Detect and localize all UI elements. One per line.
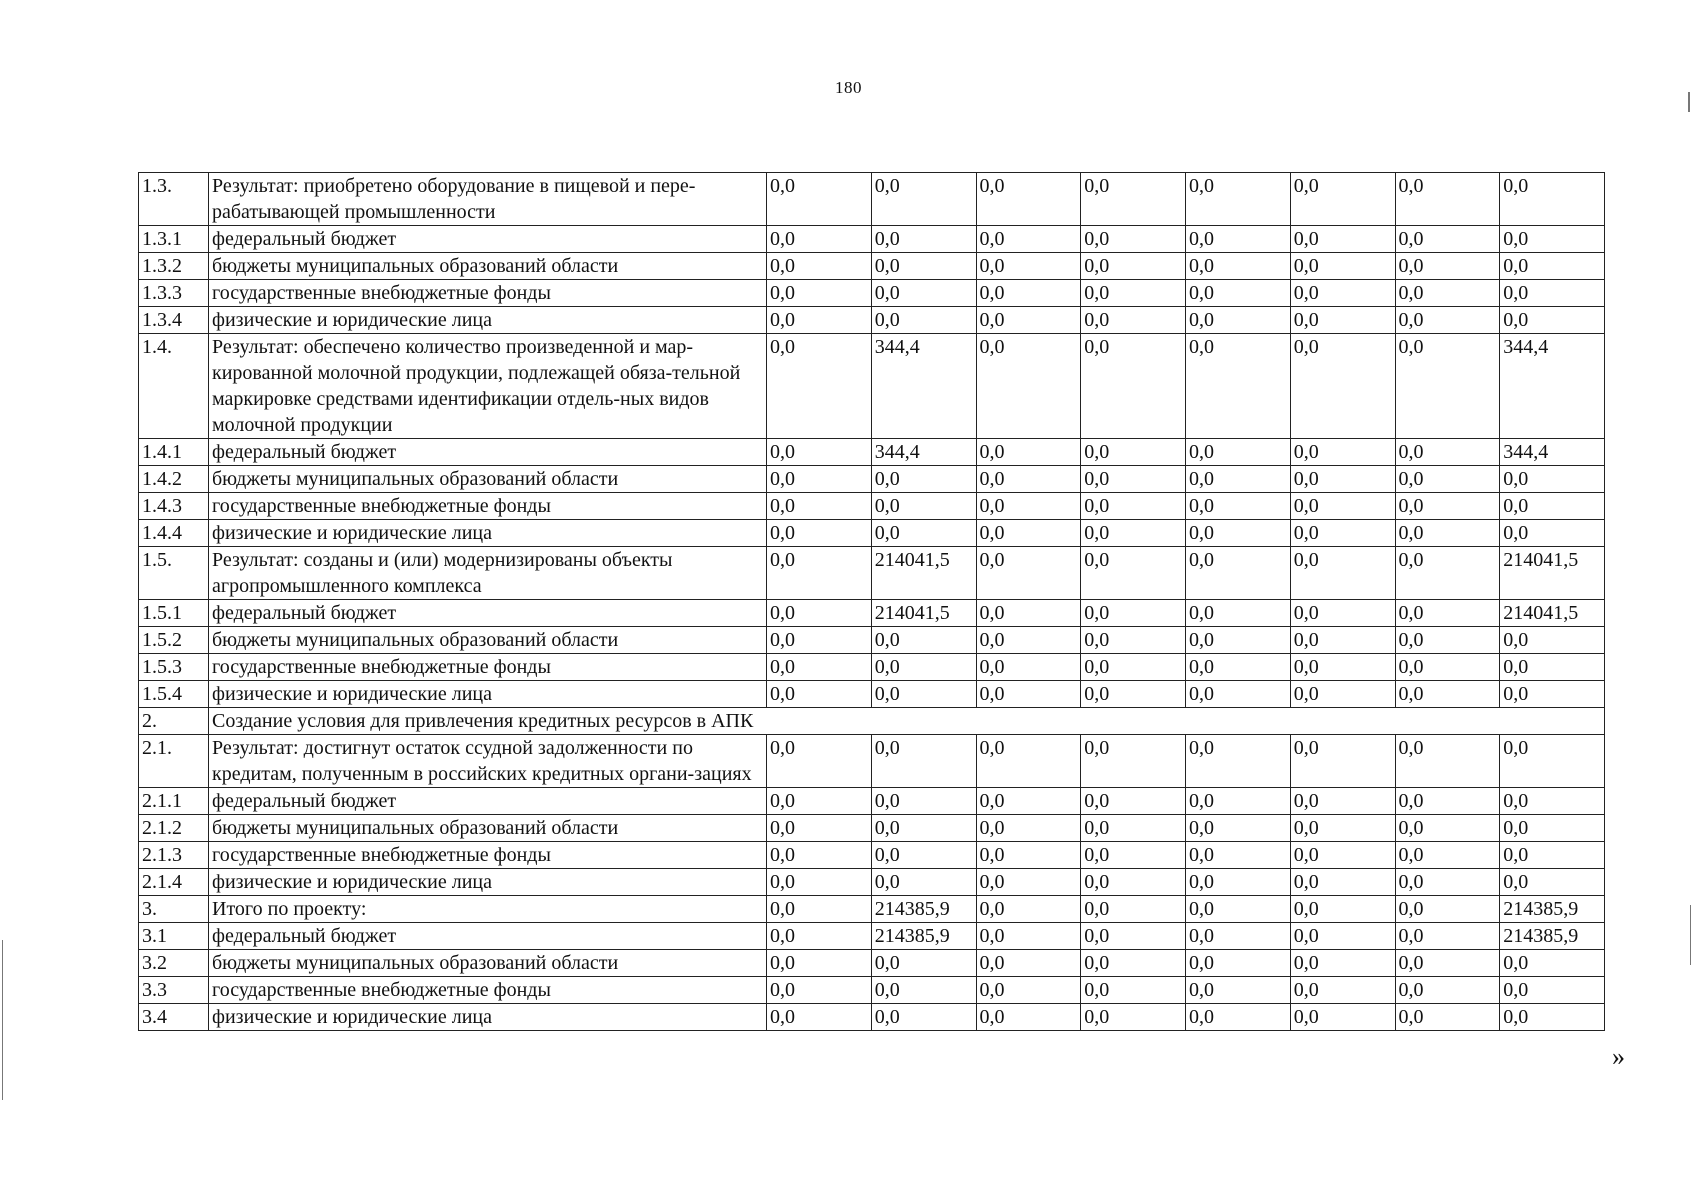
- value-cell: 0,0: [976, 735, 1081, 788]
- description-cell: Результат: достигнут остаток ссудной задолженности по кредитам, полученным в российских кредитных органи-зациях: [209, 735, 767, 788]
- description-cell: федеральный бюджет: [209, 923, 767, 950]
- scan-edge-mark: [1690, 905, 1691, 965]
- value-cell: 0,0: [1500, 627, 1605, 654]
- value-cell: 0,0: [871, 815, 976, 842]
- value-cell: 0,0: [871, 253, 976, 280]
- value-cell: 0,0: [767, 896, 872, 923]
- value-cell: 0,0: [871, 977, 976, 1004]
- row-number-cell: 2.: [139, 708, 209, 735]
- row-number-cell: 3.1: [139, 923, 209, 950]
- table-row: [139, 681, 1605, 708]
- value-cell: 0,0: [1290, 627, 1395, 654]
- value-cell: 344,4: [1500, 439, 1605, 466]
- table-row: [139, 950, 1605, 977]
- row-number-cell: 1.5.1: [139, 600, 209, 627]
- value-cell: 0,0: [1081, 307, 1186, 334]
- value-cell: 0,0: [1500, 493, 1605, 520]
- value-cell: 0,0: [767, 654, 872, 681]
- value-cell: 0,0: [1290, 869, 1395, 896]
- row-number-cell: 1.5.2: [139, 627, 209, 654]
- row-number-cell: 1.3.3: [139, 280, 209, 307]
- value-cell: 0,0: [976, 520, 1081, 547]
- value-cell: 0,0: [767, 627, 872, 654]
- value-cell: 0,0: [767, 439, 872, 466]
- budget-table-container: [138, 172, 1604, 1031]
- value-cell: 0,0: [1081, 681, 1186, 708]
- value-cell: 0,0: [871, 173, 976, 226]
- value-cell: 0,0: [1081, 547, 1186, 600]
- value-cell: 0,0: [1081, 977, 1186, 1004]
- value-cell: 0,0: [871, 1004, 976, 1031]
- table-row: [139, 334, 1605, 439]
- value-cell: 0,0: [767, 1004, 872, 1031]
- value-cell: 0,0: [1290, 439, 1395, 466]
- value-cell: 0,0: [767, 923, 872, 950]
- value-cell: 0,0: [1500, 842, 1605, 869]
- value-cell: 0,0: [1186, 493, 1291, 520]
- value-cell: 0,0: [871, 520, 976, 547]
- value-cell: 0,0: [976, 1004, 1081, 1031]
- value-cell: 0,0: [1290, 923, 1395, 950]
- value-cell: 0,0: [767, 547, 872, 600]
- value-cell: 0,0: [1500, 735, 1605, 788]
- page-number: 180: [835, 78, 862, 97]
- value-cell: 0,0: [976, 654, 1081, 681]
- row-number-cell: 1.4.4: [139, 520, 209, 547]
- value-cell: 0,0: [1186, 815, 1291, 842]
- value-cell: 0,0: [1081, 466, 1186, 493]
- description-cell: федеральный бюджет: [209, 226, 767, 253]
- description-cell: бюджеты муниципальных образований области: [209, 815, 767, 842]
- value-cell: 0,0: [976, 977, 1081, 1004]
- value-cell: 0,0: [1290, 842, 1395, 869]
- value-cell: 0,0: [1081, 654, 1186, 681]
- value-cell: 0,0: [871, 788, 976, 815]
- value-cell: 214385,9: [871, 896, 976, 923]
- value-cell: 0,0: [767, 226, 872, 253]
- value-cell: 0,0: [1290, 977, 1395, 1004]
- value-cell: 0,0: [1186, 654, 1291, 681]
- description-cell: государственные внебюджетные фонды: [209, 654, 767, 681]
- value-cell: 0,0: [976, 253, 1081, 280]
- table-row: [139, 547, 1605, 600]
- value-cell: 0,0: [871, 493, 976, 520]
- value-cell: 0,0: [1395, 226, 1500, 253]
- description-cell: физические и юридические лица: [209, 520, 767, 547]
- value-cell: 0,0: [976, 439, 1081, 466]
- value-cell: 0,0: [1395, 842, 1500, 869]
- scan-edge-mark: [2, 940, 3, 1100]
- row-number-cell: 1.5.3: [139, 654, 209, 681]
- value-cell: 0,0: [1186, 280, 1291, 307]
- value-cell: 0,0: [767, 869, 872, 896]
- description-cell: бюджеты муниципальных образований области: [209, 466, 767, 493]
- value-cell: 0,0: [1500, 815, 1605, 842]
- row-number-cell: 2.1.2: [139, 815, 209, 842]
- section-title-cell: Создание условия для привлечения кредитных ресурсов в АПК: [209, 708, 1605, 735]
- value-cell: 0,0: [871, 869, 976, 896]
- table-row: [139, 226, 1605, 253]
- value-cell: 0,0: [1290, 654, 1395, 681]
- value-cell: 0,0: [976, 280, 1081, 307]
- value-cell: 0,0: [1186, 842, 1291, 869]
- table-row: [139, 439, 1605, 466]
- value-cell: 0,0: [976, 788, 1081, 815]
- value-cell: 0,0: [1500, 977, 1605, 1004]
- value-cell: 0,0: [1395, 493, 1500, 520]
- value-cell: 0,0: [976, 842, 1081, 869]
- table-row: [139, 896, 1605, 923]
- value-cell: 0,0: [1081, 334, 1186, 439]
- value-cell: 0,0: [1081, 627, 1186, 654]
- value-cell: 0,0: [1186, 627, 1291, 654]
- value-cell: 0,0: [1395, 466, 1500, 493]
- value-cell: 0,0: [976, 173, 1081, 226]
- value-cell: 0,0: [976, 627, 1081, 654]
- value-cell: 0,0: [767, 735, 872, 788]
- value-cell: 0,0: [976, 493, 1081, 520]
- value-cell: 0,0: [1290, 280, 1395, 307]
- value-cell: 0,0: [1290, 788, 1395, 815]
- value-cell: 0,0: [1395, 334, 1500, 439]
- table-row: [139, 923, 1605, 950]
- value-cell: 0,0: [976, 334, 1081, 439]
- table-row: [139, 788, 1605, 815]
- table-row: [139, 307, 1605, 334]
- value-cell: 0,0: [1395, 439, 1500, 466]
- table-row: [139, 842, 1605, 869]
- value-cell: 0,0: [1081, 520, 1186, 547]
- value-cell: 0,0: [1500, 520, 1605, 547]
- value-cell: 0,0: [1081, 950, 1186, 977]
- value-cell: 0,0: [767, 788, 872, 815]
- value-cell: 0,0: [1500, 950, 1605, 977]
- description-cell: государственные внебюджетные фонды: [209, 842, 767, 869]
- value-cell: 0,0: [1081, 280, 1186, 307]
- value-cell: 214041,5: [871, 547, 976, 600]
- description-cell: бюджеты муниципальных образований области: [209, 253, 767, 280]
- value-cell: 0,0: [1186, 1004, 1291, 1031]
- value-cell: 0,0: [1290, 735, 1395, 788]
- table-row: [139, 869, 1605, 896]
- value-cell: 0,0: [1500, 466, 1605, 493]
- value-cell: 0,0: [1395, 253, 1500, 280]
- value-cell: 0,0: [1186, 253, 1291, 280]
- value-cell: 0,0: [1081, 600, 1186, 627]
- value-cell: 214385,9: [1500, 896, 1605, 923]
- value-cell: 0,0: [871, 735, 976, 788]
- row-number-cell: 3.3: [139, 977, 209, 1004]
- value-cell: 0,0: [1186, 520, 1291, 547]
- value-cell: 0,0: [1081, 869, 1186, 896]
- budget-table: [138, 172, 1605, 1031]
- row-number-cell: 1.3.: [139, 173, 209, 226]
- value-cell: 0,0: [1395, 520, 1500, 547]
- value-cell: 0,0: [767, 681, 872, 708]
- value-cell: 0,0: [1290, 466, 1395, 493]
- table-row: [139, 1004, 1605, 1031]
- value-cell: 0,0: [1290, 950, 1395, 977]
- value-cell: 0,0: [1500, 226, 1605, 253]
- value-cell: 344,4: [871, 334, 976, 439]
- row-number-cell: 1.3.2: [139, 253, 209, 280]
- value-cell: 0,0: [1500, 173, 1605, 226]
- value-cell: 0,0: [1081, 493, 1186, 520]
- value-cell: 0,0: [1290, 520, 1395, 547]
- table-row: [139, 520, 1605, 547]
- value-cell: 0,0: [1081, 253, 1186, 280]
- table-row: [139, 280, 1605, 307]
- value-cell: 0,0: [1395, 1004, 1500, 1031]
- value-cell: 0,0: [871, 466, 976, 493]
- value-cell: 0,0: [1395, 977, 1500, 1004]
- value-cell: 0,0: [1186, 600, 1291, 627]
- value-cell: 0,0: [1186, 466, 1291, 493]
- description-cell: физические и юридические лица: [209, 307, 767, 334]
- value-cell: 0,0: [1395, 681, 1500, 708]
- description-cell: Результат: обеспечено количество произведенной и мар-кированной молочной продукции, подлежащей обяза-тельной маркировке средствами идентификации отдель-ных видов молочной продукции: [209, 334, 767, 439]
- value-cell: 0,0: [1081, 226, 1186, 253]
- value-cell: 0,0: [1290, 334, 1395, 439]
- value-cell: 0,0: [1186, 923, 1291, 950]
- value-cell: 214041,5: [1500, 547, 1605, 600]
- value-cell: 0,0: [767, 173, 872, 226]
- value-cell: 214385,9: [1500, 923, 1605, 950]
- description-cell: бюджеты муниципальных образований области: [209, 950, 767, 977]
- value-cell: 0,0: [1186, 226, 1291, 253]
- value-cell: 0,0: [767, 493, 872, 520]
- description-cell: государственные внебюджетные фонды: [209, 280, 767, 307]
- value-cell: 0,0: [1186, 307, 1291, 334]
- row-number-cell: 2.1.4: [139, 869, 209, 896]
- table-row: [139, 708, 1605, 735]
- value-cell: 344,4: [871, 439, 976, 466]
- value-cell: 0,0: [767, 466, 872, 493]
- value-cell: 0,0: [1081, 815, 1186, 842]
- description-cell: федеральный бюджет: [209, 439, 767, 466]
- value-cell: 0,0: [1500, 654, 1605, 681]
- value-cell: 0,0: [1186, 173, 1291, 226]
- value-cell: 0,0: [1395, 600, 1500, 627]
- value-cell: 0,0: [767, 280, 872, 307]
- table-row: [139, 173, 1605, 226]
- value-cell: 0,0: [1186, 547, 1291, 600]
- value-cell: 0,0: [1395, 896, 1500, 923]
- description-cell: государственные внебюджетные фонды: [209, 493, 767, 520]
- budget-table-body: [139, 173, 1605, 1031]
- description-cell: Результат: приобретено оборудование в пищевой и пере-рабатывающей промышленности: [209, 173, 767, 226]
- description-cell: государственные внебюджетные фонды: [209, 977, 767, 1004]
- row-number-cell: 1.3.4: [139, 307, 209, 334]
- value-cell: 0,0: [1186, 896, 1291, 923]
- value-cell: 0,0: [871, 681, 976, 708]
- value-cell: 0,0: [871, 654, 976, 681]
- scan-edge-mark: [1688, 92, 1690, 112]
- description-cell: федеральный бюджет: [209, 600, 767, 627]
- value-cell: 0,0: [767, 253, 872, 280]
- value-cell: 0,0: [1290, 1004, 1395, 1031]
- value-cell: 0,0: [976, 681, 1081, 708]
- value-cell: 0,0: [1500, 307, 1605, 334]
- row-number-cell: 1.4.2: [139, 466, 209, 493]
- row-number-cell: 1.4.: [139, 334, 209, 439]
- value-cell: 0,0: [976, 815, 1081, 842]
- value-cell: 0,0: [1081, 923, 1186, 950]
- value-cell: 0,0: [1290, 896, 1395, 923]
- value-cell: 0,0: [1500, 681, 1605, 708]
- value-cell: 0,0: [1395, 280, 1500, 307]
- row-number-cell: 1.4.3: [139, 493, 209, 520]
- value-cell: 0,0: [1395, 173, 1500, 226]
- value-cell: 214041,5: [871, 600, 976, 627]
- value-cell: 0,0: [1186, 788, 1291, 815]
- value-cell: 0,0: [767, 842, 872, 869]
- value-cell: 0,0: [767, 307, 872, 334]
- value-cell: 0,0: [1500, 1004, 1605, 1031]
- value-cell: 0,0: [1186, 869, 1291, 896]
- table-row: [139, 493, 1605, 520]
- value-cell: 0,0: [976, 547, 1081, 600]
- row-number-cell: 3.2: [139, 950, 209, 977]
- value-cell: 0,0: [871, 307, 976, 334]
- value-cell: 214041,5: [1500, 600, 1605, 627]
- table-row: [139, 253, 1605, 280]
- value-cell: 0,0: [871, 280, 976, 307]
- value-cell: 0,0: [1186, 439, 1291, 466]
- value-cell: 0,0: [976, 950, 1081, 977]
- value-cell: 0,0: [1290, 253, 1395, 280]
- value-cell: 0,0: [1290, 226, 1395, 253]
- table-row: [139, 600, 1605, 627]
- value-cell: 0,0: [767, 815, 872, 842]
- value-cell: 0,0: [1081, 173, 1186, 226]
- row-number-cell: 3.: [139, 896, 209, 923]
- value-cell: 0,0: [1081, 896, 1186, 923]
- value-cell: 0,0: [976, 466, 1081, 493]
- row-number-cell: 1.3.1: [139, 226, 209, 253]
- value-cell: 0,0: [1500, 788, 1605, 815]
- value-cell: 0,0: [1290, 681, 1395, 708]
- table-row: [139, 977, 1605, 1004]
- value-cell: 0,0: [1395, 923, 1500, 950]
- value-cell: 0,0: [1395, 950, 1500, 977]
- description-cell: физические и юридические лица: [209, 1004, 767, 1031]
- value-cell: 0,0: [871, 627, 976, 654]
- value-cell: 0,0: [1186, 950, 1291, 977]
- value-cell: 0,0: [1290, 173, 1395, 226]
- value-cell: 0,0: [976, 896, 1081, 923]
- value-cell: 0,0: [1081, 842, 1186, 869]
- value-cell: 0,0: [976, 923, 1081, 950]
- value-cell: 0,0: [1395, 627, 1500, 654]
- row-number-cell: 2.1.: [139, 735, 209, 788]
- value-cell: 0,0: [1290, 493, 1395, 520]
- value-cell: 214385,9: [871, 923, 976, 950]
- description-cell: Итого по проекту:: [209, 896, 767, 923]
- value-cell: 0,0: [1186, 334, 1291, 439]
- value-cell: 0,0: [1081, 439, 1186, 466]
- value-cell: 344,4: [1500, 334, 1605, 439]
- value-cell: 0,0: [1290, 600, 1395, 627]
- value-cell: 0,0: [1290, 547, 1395, 600]
- value-cell: 0,0: [1186, 735, 1291, 788]
- row-number-cell: 2.1.1: [139, 788, 209, 815]
- value-cell: 0,0: [1395, 307, 1500, 334]
- value-cell: 0,0: [1395, 654, 1500, 681]
- value-cell: 0,0: [976, 307, 1081, 334]
- description-cell: Результат: созданы и (или) модернизированы объекты агропромышленного комплекса: [209, 547, 767, 600]
- table-row: [139, 627, 1605, 654]
- value-cell: 0,0: [1500, 280, 1605, 307]
- value-cell: 0,0: [767, 600, 872, 627]
- value-cell: 0,0: [767, 950, 872, 977]
- value-cell: 0,0: [767, 334, 872, 439]
- table-row: [139, 654, 1605, 681]
- row-number-cell: 1.5.: [139, 547, 209, 600]
- closing-quote-mark: »: [1612, 1042, 1625, 1071]
- table-row: [139, 735, 1605, 788]
- value-cell: 0,0: [1081, 788, 1186, 815]
- row-number-cell: 3.4: [139, 1004, 209, 1031]
- row-number-cell: 1.4.1: [139, 439, 209, 466]
- value-cell: 0,0: [1395, 547, 1500, 600]
- row-number-cell: 2.1.3: [139, 842, 209, 869]
- value-cell: 0,0: [767, 977, 872, 1004]
- value-cell: 0,0: [1081, 735, 1186, 788]
- value-cell: 0,0: [871, 842, 976, 869]
- table-row: [139, 466, 1605, 493]
- description-cell: физические и юридические лица: [209, 869, 767, 896]
- value-cell: 0,0: [1081, 1004, 1186, 1031]
- description-cell: физические и юридические лица: [209, 681, 767, 708]
- value-cell: 0,0: [1500, 253, 1605, 280]
- value-cell: 0,0: [1395, 815, 1500, 842]
- value-cell: 0,0: [871, 950, 976, 977]
- value-cell: 0,0: [871, 226, 976, 253]
- value-cell: 0,0: [976, 226, 1081, 253]
- description-cell: бюджеты муниципальных образований области: [209, 627, 767, 654]
- value-cell: 0,0: [1186, 977, 1291, 1004]
- value-cell: 0,0: [1395, 869, 1500, 896]
- value-cell: 0,0: [1290, 307, 1395, 334]
- value-cell: 0,0: [1395, 735, 1500, 788]
- table-row: [139, 815, 1605, 842]
- row-number-cell: 1.5.4: [139, 681, 209, 708]
- value-cell: 0,0: [1500, 869, 1605, 896]
- value-cell: 0,0: [976, 600, 1081, 627]
- value-cell: 0,0: [1290, 815, 1395, 842]
- value-cell: 0,0: [1186, 681, 1291, 708]
- value-cell: 0,0: [1395, 788, 1500, 815]
- value-cell: 0,0: [976, 869, 1081, 896]
- description-cell: федеральный бюджет: [209, 788, 767, 815]
- value-cell: 0,0: [767, 520, 872, 547]
